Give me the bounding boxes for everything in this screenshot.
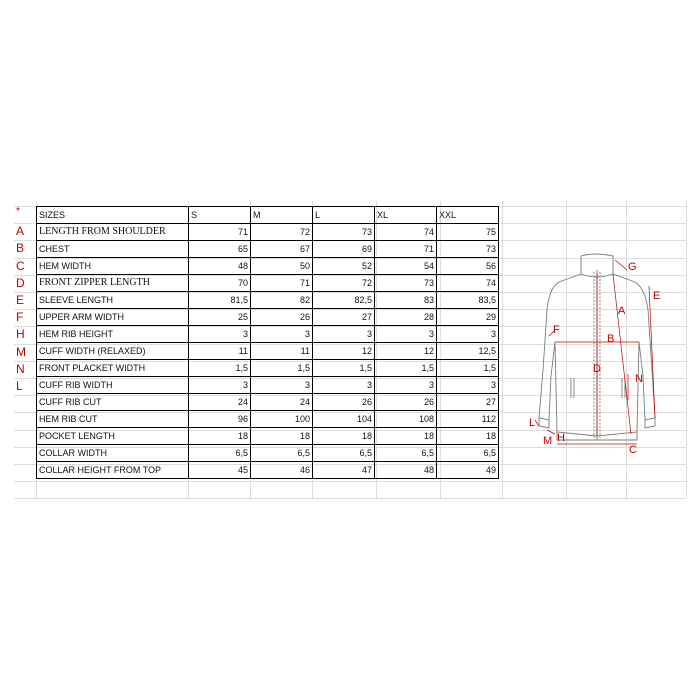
table-row [37,326,499,343]
cell-value: 73 [437,241,499,258]
cell-value: 50 [251,258,313,275]
measure-line-e [649,286,655,418]
cell-value: 3 [313,326,375,343]
cell-value: 3 [437,377,499,394]
label-g: G [628,261,637,273]
cell-value: 6,5 [251,445,313,462]
cell-value: 75 [437,224,499,241]
label-a: A [618,305,626,317]
table-row [37,258,499,275]
cell-value: 1,5 [313,360,375,377]
cell-value: 12,5 [437,343,499,360]
cell-value: 25 [189,309,251,326]
row-label: FRONT PLACKET WIDTH [37,360,189,377]
jacket-diagram [515,250,670,460]
cell-value: 83 [375,292,437,309]
row-letter: B [16,241,25,256]
header-sizes: SIZES [37,207,189,224]
cell-value: 3 [375,377,437,394]
cell-value: 71 [189,224,251,241]
table-row [37,275,499,292]
cell-value: 18 [437,428,499,445]
cell-value: 27 [437,394,499,411]
grid-hline [14,481,686,482]
cell-value: 56 [437,258,499,275]
cell-value: 26 [375,394,437,411]
row-label: SLEEVE LENGTH [37,292,189,309]
cell-value: 71 [251,275,313,292]
cell-value: 1,5 [189,360,251,377]
label-e: E [653,290,661,302]
cell-value: 3 [189,377,251,394]
cell-value: 54 [375,258,437,275]
cell-value: 69 [313,241,375,258]
cell-value: 1,5 [375,360,437,377]
cell-value: 12 [313,343,375,360]
cell-value: 11 [189,343,251,360]
cell-value: 26 [313,394,375,411]
row-label: CHEST [37,241,189,258]
table-row [37,343,499,360]
header-size: S [189,207,251,224]
cell-value: 45 [189,462,251,479]
row-letter: A [16,224,25,239]
table-row [37,462,499,479]
cell-value: 3 [251,326,313,343]
cell-value: 24 [189,394,251,411]
row-letter: M [16,344,26,359]
cell-value: 100 [251,411,313,428]
label-b: B [607,333,615,345]
cell-value: 3 [375,326,437,343]
table-row [37,241,499,258]
cell-value: 49 [437,462,499,479]
table-row [37,445,499,462]
row-letter-column [14,206,36,395]
cell-value: 1,5 [251,360,313,377]
cell-value: 82 [251,292,313,309]
row-label: UPPER ARM WIDTH [37,309,189,326]
cell-value: 47 [313,462,375,479]
cell-value: 46 [251,462,313,479]
cell-value: 81,5 [189,292,251,309]
table-row [37,360,499,377]
row-label: COLLAR HEIGHT FROM TOP [37,462,189,479]
label-h: H [557,432,565,444]
table-row [37,292,499,309]
cell-value: 26 [251,309,313,326]
table-row [37,224,499,241]
header-size: XL [375,207,437,224]
table-row [37,411,499,428]
label-l: L [529,417,536,429]
cell-value: 18 [251,428,313,445]
cell-value: 6,5 [189,445,251,462]
row-letter: D [16,275,25,290]
grid-vline [502,201,503,498]
cell-value: 72 [251,224,313,241]
header-size: L [313,207,375,224]
row-label: HEM RIB HEIGHT [37,326,189,343]
cell-value: 73 [375,275,437,292]
row-label: CUFF WIDTH (RELAXED) [37,343,189,360]
cell-value: 3 [189,326,251,343]
row-label: CUFF RIB CUT [37,394,189,411]
table-row [37,377,499,394]
cell-value: 48 [375,462,437,479]
cell-value: 12 [375,343,437,360]
cell-value: 27 [313,309,375,326]
cell-value: 1,5 [437,360,499,377]
row-letter: N [16,361,25,376]
table-header-row [37,207,499,224]
grid-vline [686,201,687,498]
row-letter: * [16,206,20,217]
cell-value: 18 [375,428,437,445]
row-label: HEM RIB CUT [37,411,189,428]
table-row [37,428,499,445]
cell-value: 71 [375,241,437,258]
measure-line-g [615,260,627,270]
cell-value: 74 [437,275,499,292]
label-m: M [543,435,553,447]
cell-value: 48 [189,258,251,275]
cell-value: 28 [375,309,437,326]
cell-value: 74 [375,224,437,241]
row-letter: L [16,378,23,393]
label-d: D [593,363,601,375]
cell-value: 96 [189,411,251,428]
label-c: C [629,444,637,456]
cell-value: 3 [251,377,313,394]
cell-value: 29 [437,309,499,326]
cell-value: 6,5 [437,445,499,462]
label-f: F [553,324,560,336]
cell-value: 72 [313,275,375,292]
cell-value: 73 [313,224,375,241]
row-label: POCKET LENGTH [37,428,189,445]
cell-value: 70 [189,275,251,292]
row-letter: F [16,310,24,325]
cell-value: 108 [375,411,437,428]
measure-line-a [613,274,631,434]
cell-value: 6,5 [375,445,437,462]
cell-value: 6,5 [313,445,375,462]
label-n: N [635,373,643,385]
table-row [37,394,499,411]
row-letter: C [16,258,25,273]
header-size: XXL [437,207,499,224]
cell-value: 18 [189,428,251,445]
cell-value: 65 [189,241,251,258]
size-chart-table [36,206,499,479]
cell-value: 52 [313,258,375,275]
cell-value: 11 [251,343,313,360]
measure-line-l [535,420,539,426]
row-label: LENGTH FROM SHOULDER [37,224,189,241]
cell-value: 104 [313,411,375,428]
row-label: FRONT ZIPPER LENGTH [37,275,189,292]
cell-value: 83,5 [437,292,499,309]
header-size: M [251,207,313,224]
row-label: HEM WIDTH [37,258,189,275]
cell-value: 112 [437,411,499,428]
cell-value: 82,5 [313,292,375,309]
table-row [37,309,499,326]
row-label: COLLAR WIDTH [37,445,189,462]
cell-value: 67 [251,241,313,258]
cell-value: 24 [251,394,313,411]
row-letter: E [16,292,25,307]
grid-hline [14,498,686,499]
cell-value: 18 [313,428,375,445]
row-letter: H [16,327,25,342]
measure-line-m [547,430,555,434]
cell-value: 3 [313,377,375,394]
row-label: CUFF RIB WIDTH [37,377,189,394]
cell-value: 3 [437,326,499,343]
